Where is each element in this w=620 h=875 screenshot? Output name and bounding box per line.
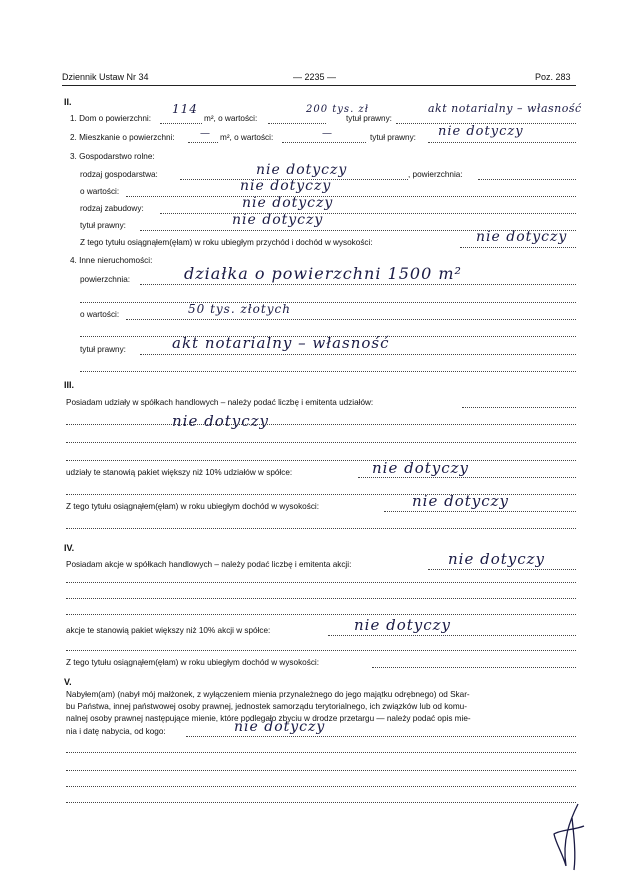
house-title-value: akt notarialny – własność: [428, 102, 582, 115]
farm-type-label: rodzaj gospodarstwa:: [80, 170, 158, 179]
house-title-label: tytuł prawny:: [346, 114, 392, 123]
flat-value-value: —: [322, 128, 333, 139]
farm-income-label: Z tego tytułu osiągnąłem(ęłam) w roku ubiegłym przychód i dochód w wysokości:: [80, 238, 373, 247]
flat-value-label: m², o wartości:: [220, 133, 274, 142]
flat-title-value: nie dotyczy: [438, 124, 524, 139]
acquisition-text-4: nia i datę nabycia, od kogo:: [66, 727, 166, 736]
section-3-title: III.: [64, 380, 75, 390]
stocks-income-label: Z tego tytułu osiągnąłem(ęłam) w roku ubiegłym dochód w wysokości:: [66, 658, 320, 667]
farm-title-label: tytuł prawny:: [80, 221, 126, 230]
farm-title-value: nie dotyczy: [232, 212, 324, 228]
shares-10pct-value: nie dotyczy: [372, 459, 470, 477]
acquisition-text-2: bu Państwa, innej państwowej osoby prawnej, jednostek samorządu terytorialnego, ich związków lub od komu-: [66, 702, 467, 711]
farm-heading: 3. Gospodarstwo rolne:: [70, 152, 155, 161]
farm-value-value: nie dotyczy: [240, 178, 332, 194]
other-value-value: 50 tys. złotych: [188, 302, 291, 316]
house-area-label: 1. Dom o powierzchni:: [70, 114, 151, 123]
shares-income-label: Z tego tytułu osiągnąłem(ęłam) w roku ubiegłym dochód w wysokości:: [66, 502, 320, 511]
signature-initial: [548, 800, 592, 872]
section-5-title: V.: [64, 677, 72, 687]
stocks-label: Posiadam akcje w spółkach handlowych – należy podać liczbę i emitenta akcji:: [66, 560, 352, 569]
section-4-title: IV.: [64, 543, 75, 553]
page-number: — 2235 —: [293, 72, 337, 82]
flat-title-label: tytuł prawny:: [370, 133, 416, 142]
section-2-title: II.: [64, 97, 72, 107]
building-type-value: nie dotyczy: [242, 195, 334, 211]
farm-type-value: nie dotyczy: [256, 162, 348, 178]
flat-area-label: 2. Mieszkanie o powierzchni:: [70, 133, 175, 142]
header-rule: [62, 85, 576, 86]
stocks-value: nie dotyczy: [448, 550, 546, 568]
acquisition-text-1: Nabyłem(am) (nabył mój małżonek, z wyłączeniem mienia przynależnego do jego majątku odrębnego) od Skar-: [66, 690, 470, 699]
acquisition-value: nie dotyczy: [234, 719, 326, 735]
building-type-label: rodzaj zabudowy:: [80, 204, 144, 213]
position-number: Poz. 283: [535, 72, 571, 82]
shares-income-value: nie dotyczy: [412, 492, 510, 510]
other-area-value: działka o powierzchni 1500 m²: [184, 264, 462, 283]
stocks-10pct-value: nie dotyczy: [354, 616, 452, 634]
farm-value-label: o wartości:: [80, 187, 120, 196]
house-value-label: m², o wartości:: [204, 114, 258, 123]
house-value-value: 200 tys. zł: [306, 104, 369, 115]
journal-title: Dziennik Ustaw Nr 34: [62, 72, 149, 82]
acquisition-text-3: nalnej osoby prawnej następujące mienie, które podlegało zbyciu w drodze przetargu — należy podać opis mie-: [66, 714, 471, 723]
other-area-label: powierzchnia:: [80, 275, 131, 284]
shares-value: nie dotyczy: [172, 412, 270, 430]
flat-area-value: —: [200, 128, 211, 139]
stocks-10pct-label: akcje te stanowią pakiet większy niż 10% akcji w spółce:: [66, 626, 271, 635]
farm-income-value: nie dotyczy: [476, 229, 568, 245]
house-area-value: 114: [172, 102, 198, 116]
other-title-label: tytuł prawny:: [80, 345, 126, 354]
other-value-label: o wartości:: [80, 310, 120, 319]
other-title-value: akt notarialny – własność: [172, 334, 390, 352]
shares-label: Posiadam udziały w spółkach handlowych – należy podać liczbę i emitenta udziałów:: [66, 398, 374, 407]
shares-10pct-label: udziały te stanowią pakiet większy niż 10% udziałów w spółce:: [66, 468, 293, 477]
other-property-heading: 4. Inne nieruchomości:: [70, 256, 153, 265]
farm-area-label: , powierzchnia:: [408, 170, 463, 179]
